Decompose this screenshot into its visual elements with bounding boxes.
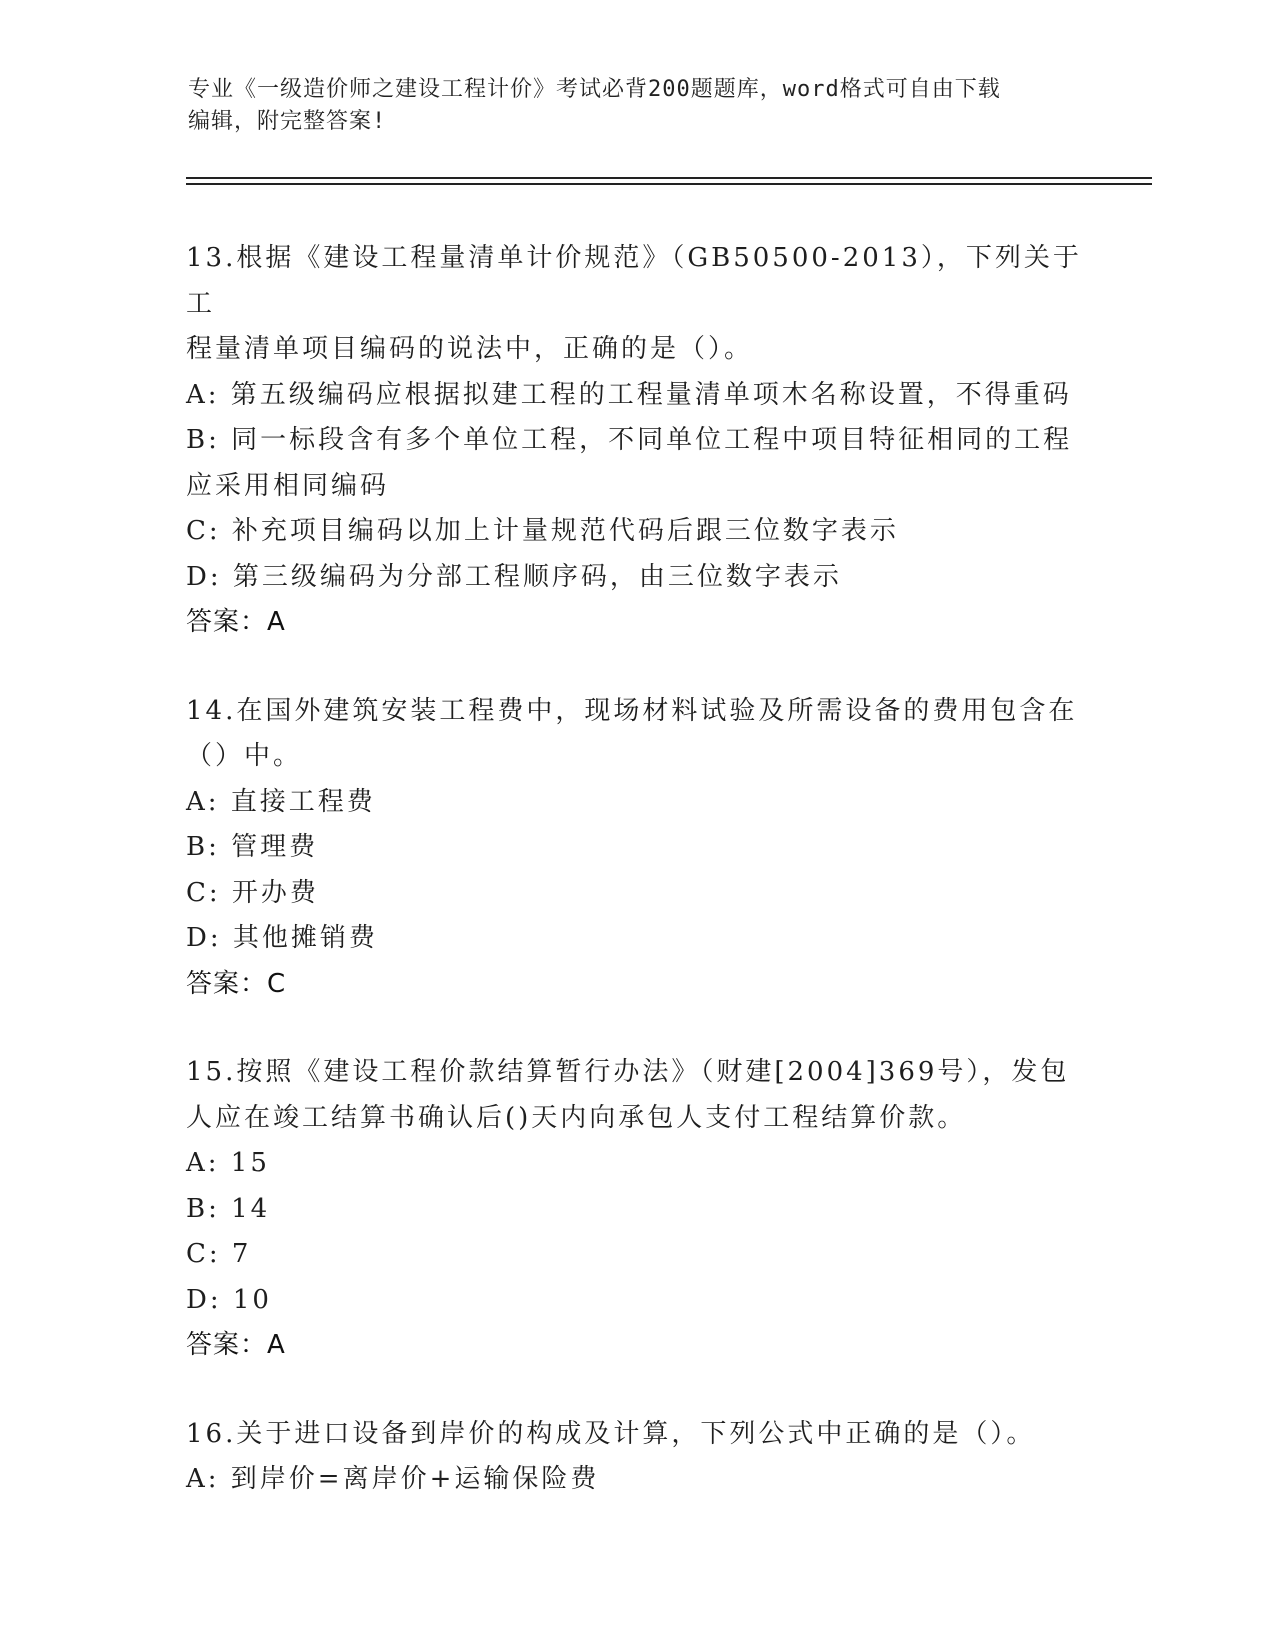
question-15 (186, 1050, 1086, 1369)
question-text-line: 程量清单项目编码的说法中，正确的是（）。 (186, 334, 754, 364)
option-c: C: 7 (186, 1239, 252, 1269)
answer-line: 答案：A (186, 607, 286, 637)
question-text-line: 14.在国外建筑安装工程费中，现场材料试验及所需设备的费用包含在 (186, 695, 1078, 726)
option-a: A: 到岸价=离岸价+运输保险费 (186, 1464, 600, 1494)
option-d: D: 其他摊销费 (186, 923, 378, 953)
option-c: C: 补充项目编码以加上计量规范代码后跟三位数字表示 (186, 516, 899, 546)
option-b: B: 14 (186, 1193, 271, 1224)
option-a: A: 直接工程费 (186, 786, 376, 817)
document-header (188, 74, 1068, 138)
question-text-line: 13.根据《建设工程量清单计价规范》（GB50500-2013），下列关于工 (186, 243, 1082, 319)
question-14 (186, 689, 1086, 1008)
option-d: D: 10 (186, 1284, 272, 1315)
answer-line: 答案：A (186, 1330, 286, 1360)
option-d: D: 第三级编码为分部工程顺序码，由三位数字表示 (186, 561, 842, 592)
header-divider-top (186, 177, 1152, 179)
header-line-1: 专业《一级造价师之建设工程计价》考试必背200题题库，word格式可自由下载 (188, 77, 1001, 102)
question-text-line: 16.关于进口设备到岸价的构成及计算，下列公式中正确的是（）。 (186, 1418, 1036, 1449)
question-16 (186, 1412, 1086, 1503)
option-b: B: 管理费 (186, 832, 319, 862)
question-text-line: （）中。 (186, 741, 303, 771)
option-a: A: 第五级编码应根据拟建工程的工程量清单项木名称设置，不得重码 (186, 379, 1072, 410)
question-13 (186, 236, 1086, 646)
header-divider-bottom (186, 183, 1152, 185)
option-b-continued: 应采用相同编码 (186, 470, 390, 501)
answer-line: 答案：C (186, 968, 287, 999)
option-a: A: 15 (186, 1148, 270, 1178)
header-line-2: 编辑，附完整答案! (188, 109, 387, 134)
option-b: B: 同一标段含有多个单位工程，不同单位工程中项目特征相同的工程 (186, 425, 1073, 455)
question-text-line: 人应在竣工结算书确认后()天内向承包人支付工程结算价款。 (186, 1102, 967, 1133)
question-text-line: 15.按照《建设工程价款结算暂行办法》（财建[2004]369号），发包 (186, 1057, 1070, 1087)
question-list (186, 236, 1086, 1546)
option-c: C: 开办费 (186, 877, 319, 908)
